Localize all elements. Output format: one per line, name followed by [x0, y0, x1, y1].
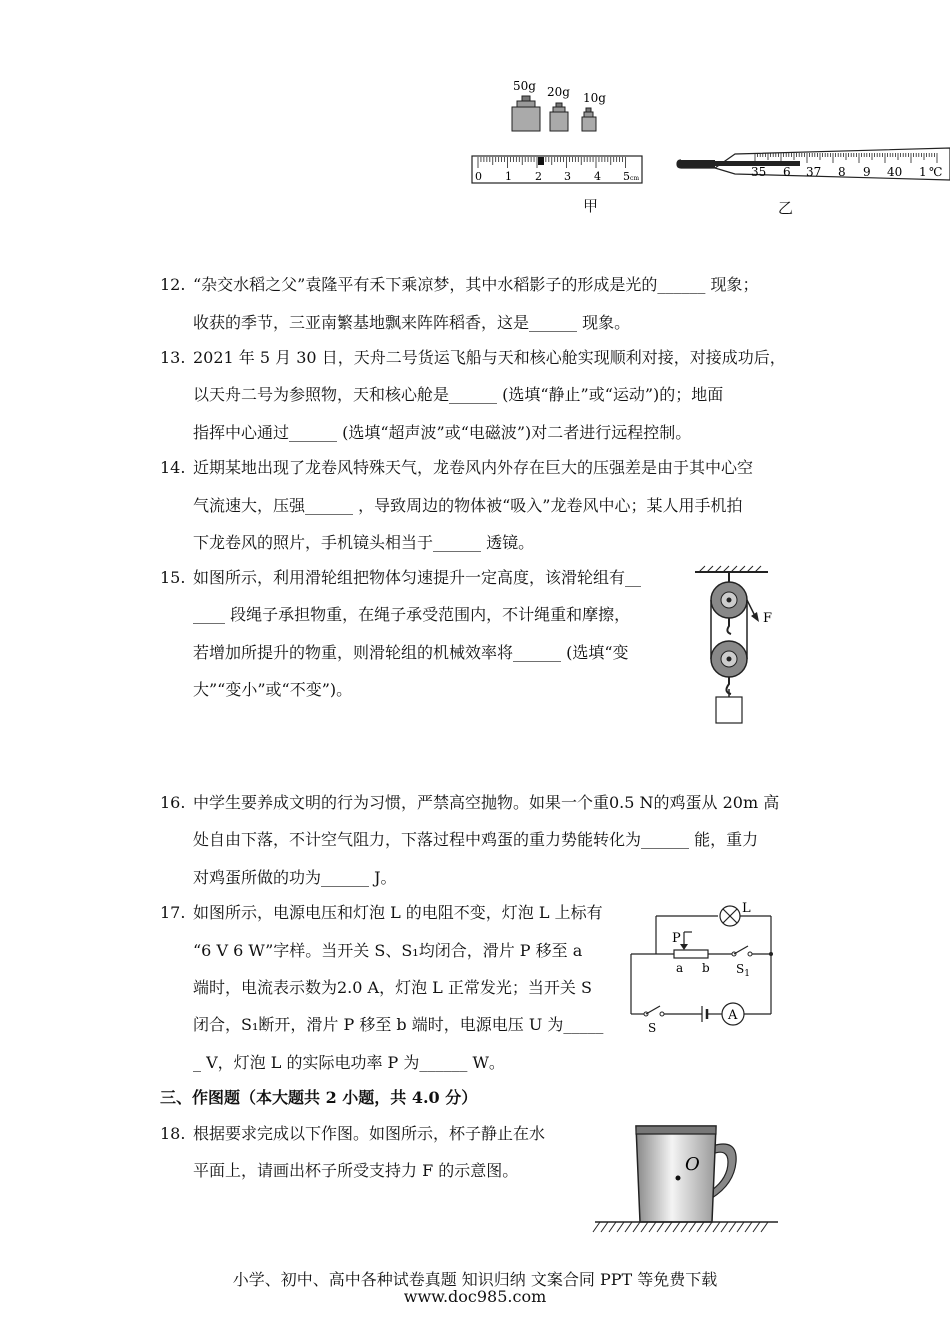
ground-hatch-mark: [729, 1222, 736, 1232]
ruler-tick-2: 2: [535, 170, 542, 183]
thermo-tick-40: 40: [887, 165, 903, 179]
ground-hatch-mark: [649, 1222, 656, 1232]
q12-line-1: “杂交水稻之父”袁隆平有禾下乘凉梦，其中水稻影子的形成是光的______ 现象；: [193, 275, 759, 294]
ruler-tick-1: 1: [505, 170, 512, 183]
ruler-tick-5: 5: [623, 170, 630, 183]
q18-line-2: 平面上，请画出杯子所受支持力 F 的示意图。: [193, 1161, 519, 1180]
circuit-label-P: P: [672, 931, 681, 946]
q13-line-2: 以天舟二号为参照物，天和核心舱是______ (选填“静止”或“运动”)的；地面: [193, 385, 724, 404]
ground-hatch-mark: [721, 1222, 728, 1232]
ruler-unit: cm: [630, 175, 640, 182]
q15-number: 15.: [160, 568, 186, 587]
circuit-label-A: A: [728, 1008, 738, 1023]
q15-line-1: 如图所示，利用滑轮组把物体匀速提升一定高度，该滑轮组有__: [193, 568, 642, 587]
circuit-label-b: b: [702, 961, 710, 975]
q17-line-2: “6 V 6 W”字样。当开关 S、S₁均闭合，滑片 P 移至 a: [193, 941, 583, 960]
figure-label-yi: 乙: [778, 199, 794, 217]
ground-hatch-mark: [641, 1222, 648, 1232]
ground-hatch-mark: [761, 1222, 768, 1232]
pulley-force-label: F: [763, 611, 773, 626]
circuit-figure: [626, 898, 786, 1038]
weights-figure: [505, 74, 620, 136]
q13-number: 13.: [160, 348, 186, 367]
q14-line-1: 近期某地出现了龙卷风特殊天气，龙卷风内外存在巨大的压强差是由于其中心空: [193, 458, 754, 477]
ruler-tick-3: 3: [564, 170, 571, 183]
pulley-figure: [693, 564, 788, 726]
ruler: [470, 154, 645, 186]
thermo-tick-1: 1: [919, 165, 927, 179]
thermo-tick-35: 35: [751, 165, 767, 179]
q17-number: 17.: [160, 903, 186, 922]
footer-line-1: 小学、初中、高中各种试卷真题 知识归纳 文案合同 PPT 等免费下载: [232, 1270, 718, 1289]
ground-hatch-mark: [657, 1222, 664, 1232]
ground-hatch-mark: [745, 1222, 752, 1232]
ground-hatch-mark: [713, 1222, 720, 1232]
ground-hatch-mark: [697, 1222, 704, 1232]
q13-line-1: 2021 年 5 月 30 日，天舟二号货运飞船与天和核心舱实现顺利对接，对接成功后，: [193, 348, 786, 367]
ruler-tick-4: 4: [594, 170, 601, 183]
q14-line-2: 气流速大，压强______ ，导致周边的物体被“吸入”龙卷风中心；某人用手机拍: [193, 496, 743, 515]
q12-line-2: 收获的季节，三亚南繁基地飘来阵阵稻香，这是______ 现象。: [193, 313, 631, 332]
ground-hatch-mark: [753, 1222, 760, 1232]
thermo-tick-37: 37: [806, 165, 822, 179]
footer-link[interactable]: www.doc985.com: [403, 1287, 547, 1306]
circuit-label-L: L: [742, 901, 751, 916]
thermo-unit: ℃: [929, 165, 943, 179]
thermo-tick-8: 8: [838, 165, 846, 179]
q17-line-1: 如图所示，电源电压和灯泡 L 的电阻不变，灯泡 L 上标有: [193, 903, 603, 922]
circuit-label-S: S: [648, 1021, 657, 1035]
weight-label-10g: 10g: [583, 91, 606, 105]
section-3-title: 三、作图题（本大题共 2 小题，共 4.0 分）: [160, 1088, 478, 1107]
ground-hatch-mark: [673, 1222, 680, 1232]
cup-point-label: O: [685, 1154, 700, 1175]
circuit-label-S1: $S_1$: [736, 962, 750, 979]
q15-line-4: 大”“变小”或“不变”)。: [193, 680, 353, 699]
figure-label-jia: 甲: [583, 197, 599, 215]
cup-figure: [590, 1118, 780, 1240]
q13-line-3: 指挥中心通过______ (选填“超声波”或“电磁波”)对二者进行远程控制。: [193, 423, 692, 442]
q15-line-3: 若增加所提升的物重，则滑轮组的机械效率将______ (选填“变: [193, 643, 629, 662]
q14-line-3: 下龙卷风的照片，手机镜头相当于______ 透镜。: [193, 533, 535, 552]
ground-hatch-mark: [633, 1222, 640, 1232]
q18-number: 18.: [160, 1124, 186, 1143]
weight-label-20g: 20g: [547, 85, 570, 99]
q15-line-2: ____ 段绳子承担物重，在绳子承受范围内，不计绳重和摩擦，: [193, 605, 631, 624]
q16-line-2: 处自由下落，不计空气阻力，下落过程中鸡蛋的重力势能转化为______ 能，重力: [193, 830, 759, 849]
q17-line-4: 闭合，S₁断开，滑片 P 移至 b 端时，电源电压 U 为_____: [193, 1015, 604, 1034]
q18-line-1: 根据要求完成以下作图。如图所示，杯子静止在水: [193, 1124, 546, 1143]
ground-hatch-mark: [601, 1222, 608, 1232]
ground-hatch-mark: [689, 1222, 696, 1232]
ground-hatch-mark: [705, 1222, 712, 1232]
ground-hatch-mark: [681, 1222, 688, 1232]
q16-number: 16.: [160, 793, 186, 812]
q16-line-3: 对鸡蛋所做的功为______ J。: [193, 868, 397, 887]
weight-label-50g: 50g: [513, 79, 536, 93]
ground-hatch-mark: [593, 1222, 600, 1232]
ground-hatch-mark: [625, 1222, 632, 1232]
q17-line-5: _ V，灯泡 L 的实际电功率 P 为______ W。: [193, 1053, 505, 1072]
ground-hatch-mark: [617, 1222, 624, 1232]
thermo-tick-9: 9: [863, 165, 871, 179]
ground-hatch-mark: [609, 1222, 616, 1232]
thermometer: [675, 140, 950, 186]
thermo-tick-6: 6: [783, 165, 791, 179]
q16-line-1: 中学生要养成文明的行为习惯，严禁高空抛物。如果一个重0.5 N的鸡蛋从 20m 高: [193, 793, 780, 812]
q12-number: 12.: [160, 275, 186, 294]
q17-line-3: 端时，电流表示数为2.0 A，灯泡 L 正常发光；当开关 S: [193, 978, 592, 997]
ruler-tick-0: 0: [475, 170, 482, 183]
q14-number: 14.: [160, 458, 186, 477]
ground-hatch-mark: [665, 1222, 672, 1232]
circuit-label-a: a: [676, 961, 684, 975]
ground-hatch-mark: [737, 1222, 744, 1232]
